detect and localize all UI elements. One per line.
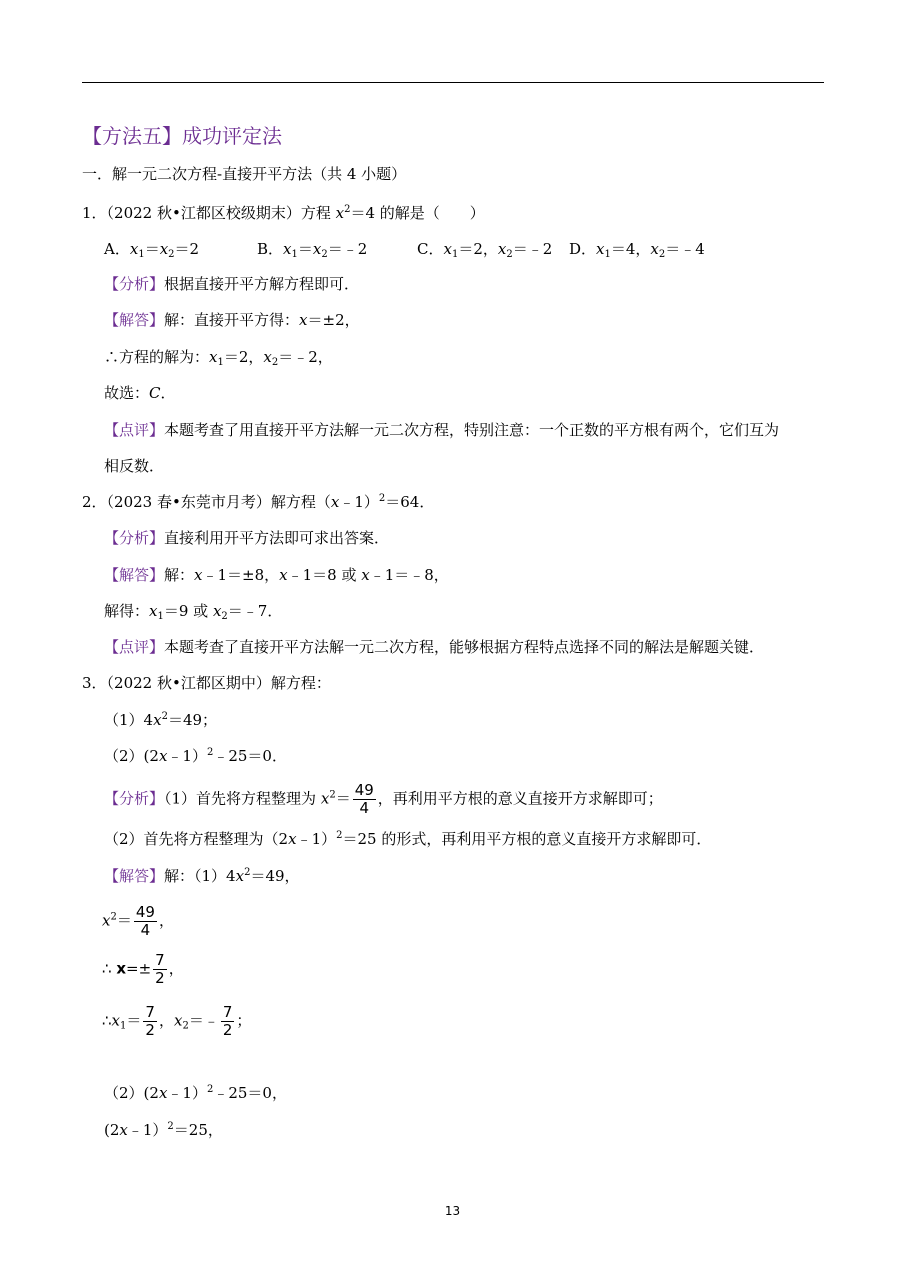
- q2-comment: 【点评】本题考查了直接开平方法解一元二次方程，能够根据方程特点选择不同的解法是解题关键．: [104, 638, 765, 656]
- q1-option-d: D．$x_1=4$，$x_2=﹣4$: [569, 240, 705, 260]
- page-number: 13: [444, 1204, 461, 1218]
- q1-comment-line2: 相反数．: [104, 457, 165, 475]
- q3-solution-x-squared: $x^2=$ $\frac{49}{4}$ ，: [102, 903, 174, 939]
- q3-part2-line2: (2x﹣1）$^2$＝25，: [104, 1121, 223, 1139]
- q3-part2: （2）(2x﹣1）$^2$﹣25＝0．: [104, 747, 287, 765]
- q1-option-a: A．$x_1=x_2=2$: [104, 240, 200, 260]
- q2-stem: 2．（2023 春•东莞市月考）解方程（x﹣1）$^2$＝64．: [82, 493, 435, 511]
- q2-analysis: 【分析】直接利用开平方法即可求出答案．: [104, 529, 390, 547]
- header-rule: [82, 82, 824, 83]
- q3-part1: $(1)4x^2=49$；: [104, 711, 218, 729]
- fraction-49-over-4: $\frac{49}{4}$: [354, 781, 374, 817]
- q2-solution-line2: 解得：$x_1=9$ 或 $x_2=﹣7$．: [104, 602, 283, 622]
- section-title: 【方法五】成功评定法: [82, 124, 282, 148]
- q3-solution: 【解答】解：$(1)4x^2=49$，: [104, 867, 300, 885]
- fraction-7-over-2: $\frac{7}{2}$: [222, 1003, 233, 1039]
- fraction-7-over-2: $\frac{7}{2}$: [155, 951, 165, 987]
- q1-solution-line2: ∴方程的解为：$x_1=2$，$x_2=﹣2$，: [104, 348, 333, 368]
- q1-option-b: B．$x_1=x_2=﹣2$: [257, 240, 368, 260]
- q3-solution-therefore1: ∴ x=± $\frac{7}{2}$ ，: [102, 951, 184, 987]
- q1-solution-line3: 故选：C．: [104, 384, 176, 402]
- q3-solution-therefore2: $\therefore x_1=$ $\frac{7}{2}$ ，$x_2=﹣$ $\frac{7}{2}$ ；: [102, 1003, 252, 1039]
- fraction-49-over-4: $\frac{49}{4}$: [135, 903, 155, 939]
- q3-part2-line1: （2）(2x﹣1）$^2$﹣25＝0，: [104, 1084, 287, 1102]
- q1-solution: 【解答】解：直接开平方得：x＝±2，: [104, 311, 360, 329]
- q1-option-c: C．$x_1=2$，$x_2=﹣2$: [417, 240, 553, 260]
- fraction-7-over-2: $\frac{7}{2}$: [145, 1003, 155, 1039]
- q1-stem: 1．（2022 秋•江都区校级期末）方程 $x^2=4$ 的解是（ ）: [82, 204, 485, 222]
- section-heading: 一．解一元二次方程-直接开平方法（共 4 小题）: [82, 165, 407, 183]
- q3-analysis-line2: （2）首先将方程整理为（2x﹣1）$^2$＝25 的形式，再利用平方根的意义直接开方求解即可．: [104, 830, 712, 848]
- q1-comment: 【点评】本题考查了用直接开平方法解一元二次方程，特别注意：一个正数的平方根有两个，它们互为: [104, 421, 780, 439]
- q3-analysis: 【分析】（1）首先将方程整理为 $x^2=$ $\frac{49}{4}$ ，再利用平方根的意义直接开方求解即可；: [104, 781, 663, 817]
- q3-stem: 3．（2022 秋•江都区期中）解方程：: [82, 674, 331, 692]
- q1-options: [104, 239, 705, 259]
- q2-solution: 【解答】解：x﹣1＝±8，x﹣1＝8 或 x﹣1＝﹣8，: [104, 566, 449, 584]
- q1-analysis: 【分析】根据直接开平方解方程即可．: [104, 275, 360, 293]
